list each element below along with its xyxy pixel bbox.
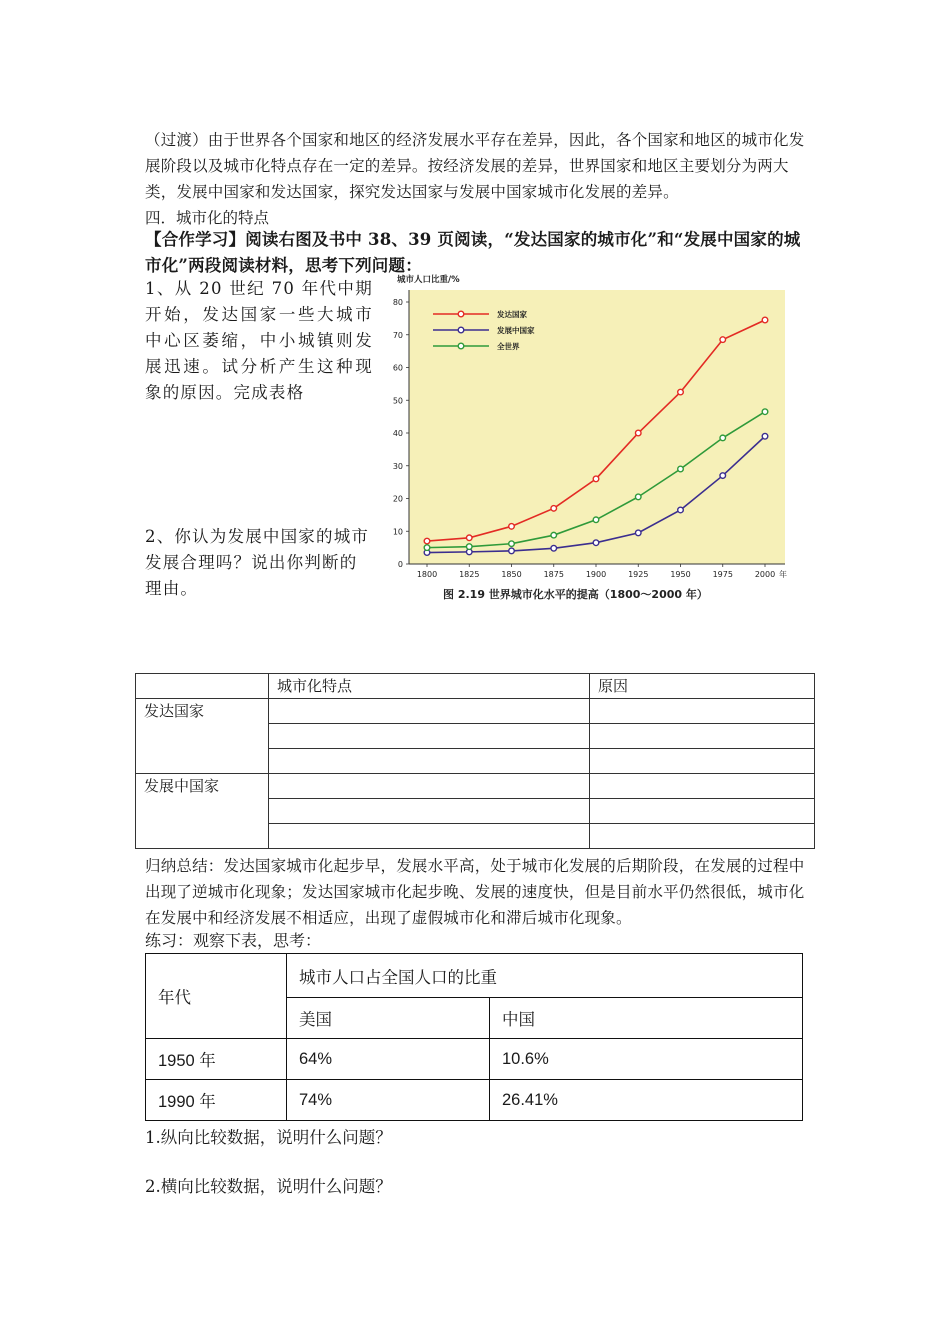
- legend-marker-1: [458, 327, 464, 333]
- population-table: [145, 953, 803, 1121]
- table2-header-era: 年代: [146, 954, 287, 1039]
- series-point-1: [720, 473, 726, 479]
- series-point-2: [678, 466, 684, 472]
- y-tick-label: 40: [392, 429, 403, 438]
- table2-china-value: 10.6%: [490, 1039, 803, 1080]
- characteristics-table: [135, 673, 815, 849]
- table2-usa-value: 64%: [287, 1039, 490, 1080]
- series-point-1: [593, 540, 599, 546]
- y-tick-label: 10: [392, 527, 403, 537]
- table1-header-reason: 原因: [590, 674, 815, 699]
- table2-china-value: 26.41%: [490, 1080, 803, 1121]
- y-tick-label: 50: [392, 396, 403, 406]
- table2-year: 1950 年: [146, 1039, 287, 1080]
- table1-row-developed: 发达国家: [136, 699, 269, 774]
- series-point-0: [466, 535, 472, 541]
- question-2: 2、你认为发展中国家的城市发展合理吗？说出你判断的理由。: [145, 527, 370, 598]
- question-1: 1、从 20 世纪 70 年代中期开始，发达国家一些大城市中心区萎缩，中小城镇则发展迅速。试分析产生这种现象的原因。完成表格: [145, 279, 373, 402]
- y-tick-label: 30: [392, 461, 403, 471]
- table1-row-developing: 发展中国家: [136, 774, 269, 849]
- x-tick-label: 1800: [416, 570, 438, 579]
- x-tick-label: 1950: [670, 570, 691, 579]
- table2-usa-value: 74%: [287, 1080, 490, 1121]
- table1-cell[interactable]: [269, 699, 590, 724]
- table1-cell[interactable]: [590, 824, 815, 849]
- table1-cell[interactable]: [590, 699, 815, 724]
- series-point-1: [762, 433, 768, 439]
- series-point-0: [720, 337, 726, 343]
- legend-label-1: 发展中国家: [497, 326, 535, 335]
- question-vertical: 1.纵向比较数据，说明什么问题？: [145, 1128, 392, 1147]
- question-horizontal: 2.横向比较数据，说明什么问题？: [145, 1177, 392, 1196]
- x-tick-label: 1875: [543, 570, 564, 579]
- legend-label-2: 全世界: [497, 342, 520, 351]
- x-tick-label: 1850: [501, 570, 522, 579]
- x-axis-unit: 年: [779, 570, 787, 579]
- series-point-2: [762, 409, 768, 415]
- legend-label-0: 发达国家: [497, 310, 527, 319]
- table1-cell[interactable]: [269, 724, 590, 749]
- series-point-1: [509, 548, 515, 554]
- table2-header-china: 中国: [490, 998, 803, 1039]
- y-tick-label: 20: [392, 494, 403, 504]
- table1-cell[interactable]: [590, 799, 815, 824]
- series-point-0: [678, 389, 684, 395]
- legend-marker-2: [458, 343, 464, 349]
- x-tick-label: 2000: [754, 570, 776, 579]
- series-point-0: [635, 430, 641, 436]
- summary-paragraph: 归纳总结：发达国家城市化起步早，发展水平高，处于城市化发展的后期阶段，在发展的过程中出现了逆城市化现象；发达国家城市化起步晚、发展的速度快，但是目前水平仍然很低，城市化在发展中和经济发展不相适应，出现了虚假城市化和滞后城市化现象。: [145, 857, 805, 927]
- series-point-0: [762, 317, 768, 323]
- table1-cell[interactable]: [590, 774, 815, 799]
- series-point-2: [509, 541, 515, 547]
- table1-cell[interactable]: [269, 774, 590, 799]
- chart-svg: [385, 270, 790, 580]
- table1-corner-cell: [136, 674, 269, 699]
- series-point-2: [635, 494, 641, 500]
- table1-cell[interactable]: [269, 799, 590, 824]
- intro-paragraph: （过渡）由于世界各个国家和地区的经济发展水平存在差异，因此，各个国家和地区的城市化发展阶段以及城市化特点存在一定的差异。按经济发展的差异，世界国家和地区主要划分为两大类，发展中国家和发达国家，探究发达国家与发展中国家城市化发展的差异。: [145, 131, 805, 201]
- table1-header-feature: 城市化特点: [269, 674, 590, 699]
- table1-cell[interactable]: [590, 749, 815, 774]
- chart-caption: 图 2.19 世界城市化水平的提高（1800～2000 年）: [443, 588, 708, 601]
- series-point-0: [551, 506, 557, 512]
- series-point-0: [509, 524, 515, 530]
- series-point-2: [720, 435, 726, 441]
- cooperative-learning-heading: 【合作学习】阅读右图及书中 38、39 页阅读，“发达国家的城市化”和“发展中国家的城市化”两段阅读材料，思考下列问题：: [145, 230, 801, 275]
- series-point-1: [678, 507, 684, 513]
- y-axis-label: 城市人口比重/%: [397, 275, 460, 285]
- urbanization-chart: [385, 270, 790, 610]
- y-tick-label: 60: [392, 363, 403, 373]
- y-tick-label: 70: [392, 330, 403, 340]
- y-tick-label: 0: [397, 560, 403, 569]
- y-tick-label: 80: [392, 298, 403, 307]
- series-point-0: [424, 538, 430, 544]
- table1-cell[interactable]: [269, 749, 590, 774]
- x-tick-label: 1925: [628, 570, 649, 579]
- exercise-heading: 练习：观察下表，思考：: [145, 931, 322, 950]
- series-point-2: [593, 517, 599, 523]
- series-point-2: [551, 532, 557, 538]
- table1-cell[interactable]: [269, 824, 590, 849]
- x-tick-label: 1900: [585, 570, 607, 579]
- series-point-2: [466, 544, 472, 550]
- table2-header-ratio: 城市人口占全国人口的比重: [287, 954, 803, 998]
- legend-marker-0: [458, 311, 464, 317]
- series-point-1: [551, 545, 557, 551]
- series-point-2: [424, 545, 430, 551]
- table1-cell[interactable]: [590, 724, 815, 749]
- series-point-0: [593, 476, 599, 482]
- table2-year: 1990 年: [146, 1080, 287, 1121]
- series-point-1: [635, 530, 641, 536]
- x-tick-label: 1975: [712, 570, 733, 579]
- section-heading: 四．城市化的特点: [145, 209, 270, 227]
- x-tick-label: 1825: [459, 570, 480, 579]
- table2-header-usa: 美国: [287, 998, 490, 1039]
